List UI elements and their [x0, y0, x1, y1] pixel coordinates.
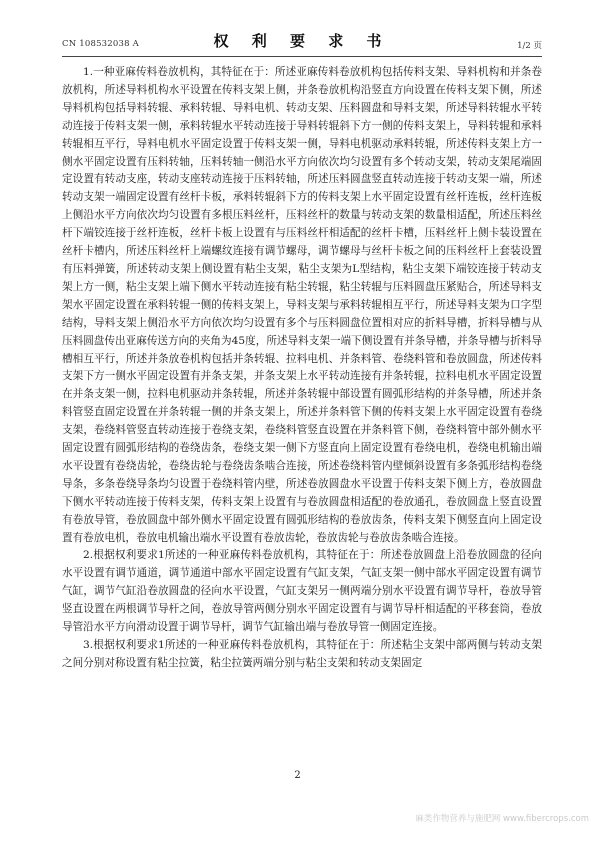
publication-number: CN 108532038 A [62, 39, 139, 49]
site-watermark: 麻类作物营养与施肥网 www.fibercrops.com [415, 814, 589, 824]
claim-3: 3.根据权利要求1所述的一种亚麻传料卷放机构，其特征在于：所述粘尘支架中部两侧与转动支架之间分别对称设置有粘尘拉簧，粘尘拉簧两端分别与粘尘支架和转动支架固定 [62, 639, 542, 669]
document-header [62, 30, 542, 52]
claim-1: 1.一种亚麻传料卷放机构，其特征在于：所述亚麻传料卷放机构包括传料支架、导料机构和并条卷放机构，所述导料机构水平设置在传料支架上侧，并条卷放机构沿竖直方向设置在传料支架下侧，所述导料机构包括导料转辊、承料转辊、导料电机、转动支架、压料圆盘和导料支架，所述导料转辊水平转动连接于传料支架一侧，承料转辊水平转动连接于导料转辊斜下方一侧的传料支架上，导料转辊和承料转辊相互平行，导料电机水平固定设置于传料支架一侧，导料电机驱动承料转辊，所述传料支架上方一侧水平固定设置有压料转轴，压料转轴一侧沿水平方向依次均匀设置有多个转动支架，转动支架尾端固定设置有转动支座，转动支座转动连接于压料转轴，所述压料圆盘竖直转动连接于转动支架一端，所述转动支架一端固定设置有丝杆卡板，承料转辊斜下方的传料支架上水平固定设置有丝杆连板，丝杆连板上侧沿水平方向依次均匀设置有多根压料丝杆，压料丝杆的数量与转动支架的数量相适配，所述压料丝杆下端铰连接于丝杆连板，丝杆卡板上设置有与压料丝杆相适配的丝杆卡槽，压料丝杆上侧卡装设置在丝杆卡槽内，所述压料丝杆上端螺纹连接有调节螺母，调节螺母与丝杆卡板之间的压料丝杆上套装设置有压料弹簧，所述转动支架上侧设置有粘尘支架，粘尘支架为L型结构，粘尘支架下端铰连接于转动支架上方一侧，粘尘支架上端下侧水平转动连接有粘尘转辊，粘尘转辊与压料圆盘压紧贴合，所述导料支架水平固定设置在承料转辊一侧的传料支架上，导料支架与承料转辊相互平行，所述导料支架为口字型结构，导料支架上侧沿水平方向依次均匀设置有多个与压料圆盘位置相对应的折料导槽，折料导槽与从压料圆盘传出亚麻传送方向的夹角为45度，所述导料支架一端下侧设置有并条导槽，并条导槽与折料导槽相互平行，所述并条放卷机构包括并条转辊、拉料电机、并条料管、卷绕料管和卷放圆盘，所述传料支架下方一侧水平固定设置有并条支架，并条支架上水平转动连接有并条转辊，拉料电机水平固定设置在并条支架一侧，拉料电机驱动并条转辊，所述并条转辊中部设置有圆弧形结构的并条导槽，所述并条料管竖直固定设置在并条转辊一侧的并条支架上，所述并条料管下侧的传料支架上水平固定设置有卷绕支架，卷绕料管竖直转动连接于卷绕支架，卷绕料管竖直设置在并条料管下侧，卷绕料管中部外侧水平固定设置有圆弧形结构的卷绕齿条，卷绕支架一侧下方竖直向上固定设置有卷绕电机，卷绕电机输出端水平设置有卷绕齿轮，卷绕齿轮与卷绕齿条啮合连接，所述卷绕料管内壁倾斜设置有多条弧形结构卷绕导条，多条卷绕导条均匀设置于卷绕料管内壁，所述卷放圆盘水平设置于传料支架下侧上方，卷放圆盘下侧水平转动连接于传料支架，传料支架上设置有与卷放圆盘相适配的卷放通孔，卷放圆盘上竖直设置有卷放导管，卷放圆盘中部外侧水平固定设置有圆弧形结构的卷放齿条，传料支架下侧竖直向上固定设置有卷放电机，卷放电机输出端水平设置有卷放齿轮，卷放齿轮与卷放齿条啮合连接。 [62, 66, 542, 544]
claim-2: 2.根据权利要求1所述的一种亚麻传料卷放机构，其特征在于：所述卷放圆盘上沿卷放圆盘的径向水平设置有调节通道，调节通道中部水平固定设置有气缸支架，气缸支架一侧中部水平固定设置有调节气缸，调节气缸沿卷放圆盘的径向水平设置，气缸支架另一侧两端分别水平设置有调节导杆，卷放导管竖直设置在两根调节导杆之间，卷放导管两侧分别水平固定设置有与调节导杆相适配的平移套筒，卷放导管沿水平方向滑动设置于调节导杆，调节气缸输出端与卷放导管一侧固定连接。 [62, 549, 542, 634]
page-number: 2 [294, 770, 301, 781]
header-divider [62, 56, 542, 57]
claims-body [62, 64, 542, 673]
page-info: 1/2 页 [517, 41, 542, 51]
document-title: 权 利 要 求 书 [213, 32, 391, 50]
